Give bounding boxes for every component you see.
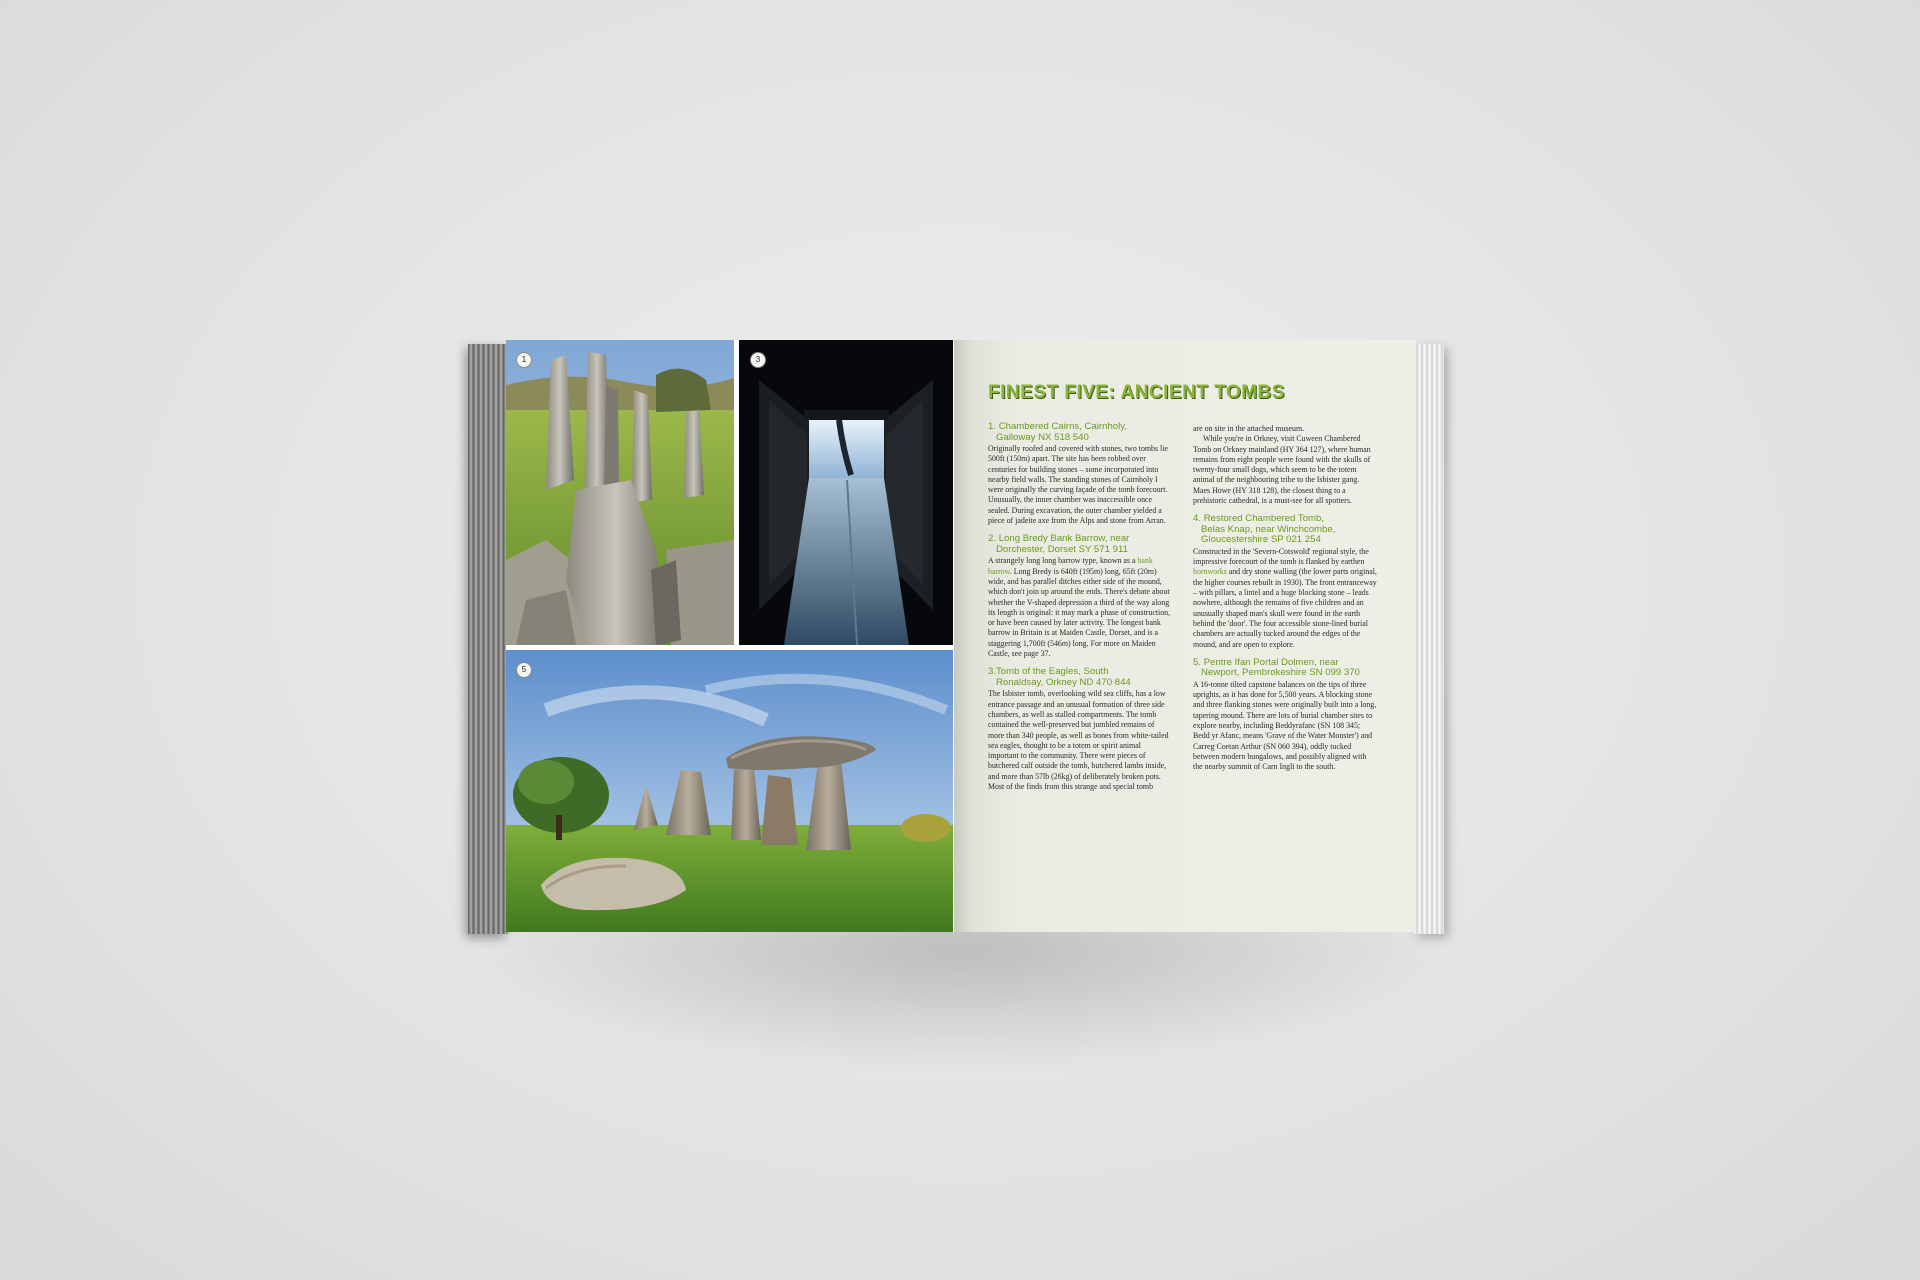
tomb-entry-5 bbox=[1193, 658, 1377, 773]
entry-title bbox=[988, 667, 1172, 688]
entry-title-line: Galloway NX 518 540 bbox=[996, 431, 1089, 443]
entry-title-line: Ronaldsay, Orkney ND 470 844 bbox=[996, 676, 1131, 688]
photo-standing-stones bbox=[506, 340, 734, 645]
page-edges-right bbox=[1414, 344, 1444, 934]
glossary-link-hornworks[interactable]: hornworks bbox=[1193, 567, 1227, 577]
photo-number-badge: 5 bbox=[516, 662, 532, 678]
tomb-entry-3-continued bbox=[1193, 424, 1377, 506]
page-edges-left bbox=[468, 344, 508, 934]
entry-title-line: Dorchester, Dorset SY 571 911 bbox=[996, 543, 1128, 555]
tomb-entry-2 bbox=[988, 534, 1172, 659]
entry-number: 3. bbox=[988, 666, 997, 678]
entry-title-line: Restored Chambered Tomb, bbox=[1203, 513, 1325, 525]
page-heading: FINEST FIVE: ANCIENT TOMBS bbox=[988, 382, 1285, 403]
entry-body: The Isbister tomb, overlooking wild sea cliffs, has a low entrance passage and an unusual formation of three side chambers, as well as stalled compartments. The tomb contained the well-preserved but jumbled remains of more than 340 people, as well as bones from white-tailed sea eagles, thought to be a totem or spirit animal important to the community. There were pieces of butchered calf outside the tomb, butchered lambs inside, and more than 57lb (26kg) of deliberately broken pots. Most of the finds from this strange and special tomb bbox=[988, 689, 1169, 792]
entry-number: 1. bbox=[988, 421, 997, 432]
entry-number: 4. bbox=[1193, 513, 1202, 525]
photo-number-badge: 3 bbox=[750, 352, 766, 368]
entry-body bbox=[988, 556, 1172, 659]
photo-tomb-passage bbox=[739, 340, 953, 645]
entry-body bbox=[1193, 547, 1377, 650]
entry-title bbox=[988, 534, 1172, 555]
entry-body-paragraph: While you're in Orkney, visit Cuween Chambered Tomb on Orkney mainland (HY 364 127), where human remains from eight people were found with the skulls of twenty-four small dogs, which seem to be the totem animal of the neighbouring tribe to the Isbister gang. Maes Howe (HY 318 128), the closest thing to a prehistoric cathedral, is a must-see for all spotters. bbox=[1193, 434, 1371, 506]
entry-number: 5. bbox=[1193, 656, 1202, 668]
entry-title-line: Gloucestershire SP 021 254 bbox=[1201, 534, 1321, 546]
entry-body-continuation: are on site in the attached museum. bbox=[1193, 424, 1305, 433]
photo-dolmen bbox=[506, 650, 953, 932]
text-column-2 bbox=[1193, 424, 1377, 781]
entry-number: 2. bbox=[988, 533, 997, 545]
text-column-1 bbox=[988, 422, 1172, 800]
entry-title-line: Long Bredy Bank Barrow, near bbox=[998, 533, 1130, 545]
entry-body-text: A strangely long long barrow type, known as a bbox=[988, 556, 1136, 566]
glossary-link-bank-barrow[interactable]: bank barrow bbox=[988, 556, 1153, 576]
entry-body-text: and dry stone walling (the lower parts original, the higher courses rebuilt in 1930). The front entranceway – with pillars, a lintel and a huge blocking stone – leads nowhere, although the remains of five children and an unusually shaped man's skull were found in the earth behind the 'door'. The four accessible stone-lined burial chambers are actually tucked around the edges of the mound, and are open to explore. bbox=[1193, 567, 1377, 649]
entry-title-line: Chambered Cairns, Cairnholy, bbox=[998, 421, 1128, 432]
entry-title-line: Pentre Ifan Portal Dolmen, near bbox=[1203, 656, 1339, 668]
entry-body: Originally roofed and covered with stones, two tombs lie 500ft (150m) apart. The site has been robbed over centuries for building stones – some incorporated into nearby field walls. The standing stones of Cairnholy I were originally the curving façade of the tomb forecourt. Unusually, the inner chamber was inaccessible once sealed. During excavation, the outer chamber yielded a piece of jadeite axe from the Alps and stone from Arran. bbox=[988, 444, 1168, 526]
book-shadow bbox=[470, 920, 1450, 1070]
entry-body-text: . Long Bredy is 640ft (195m) long, 65ft (20m) wide, and has parallel ditches either side of the mound, which don't join up around the ends. There's debate about whether the V-shaped depression a third of the way along its length is original: it may mark a phase of construction, or have been caused by later activity. The longest bank barrow in Britain is at Maiden Castle, Dorset, and is a staggering 1,700ft (546m) long. For more on Maiden Castle, see page 37. bbox=[988, 566, 1171, 659]
tomb-entry-3 bbox=[988, 667, 1172, 792]
tomb-entry-4 bbox=[1193, 514, 1377, 649]
entry-body: A 16-tonne tilted capstone balances on the tips of three uprights, as it has done for 5,500 years. A blocking stone and three flanking stones were originally built into a long, tapering mound. There are lots of burial chamber sites to explore nearby, including Beddyrafanc (SN 108 345; Bedd yr Afanc, means 'Grave of the Water Monster') and Carreg Coetan Arthur (SN 060 394), oddly tucked between modern bungalows, and possibly aligned with the nearby summit of Carn Ingli to the south. bbox=[1193, 679, 1377, 772]
photo-number-badge: 1 bbox=[516, 352, 532, 368]
entry-title bbox=[988, 422, 1172, 443]
entry-body-text: Constructed in the 'Severn-Cotswold' regional style, the impressive forecourt of the tomb is flanked by earthen bbox=[1193, 546, 1369, 567]
entry-title-line: Belas Knap, near Winchcombe, bbox=[1201, 523, 1336, 535]
tomb-entry-1 bbox=[988, 422, 1172, 526]
entry-title-line: Tomb of the Eagles, South bbox=[996, 666, 1109, 678]
entry-title-line: Newport, Pembrokeshire SN 099 370 bbox=[1201, 667, 1360, 679]
entry-title bbox=[1193, 514, 1377, 546]
entry-title bbox=[1193, 658, 1377, 679]
